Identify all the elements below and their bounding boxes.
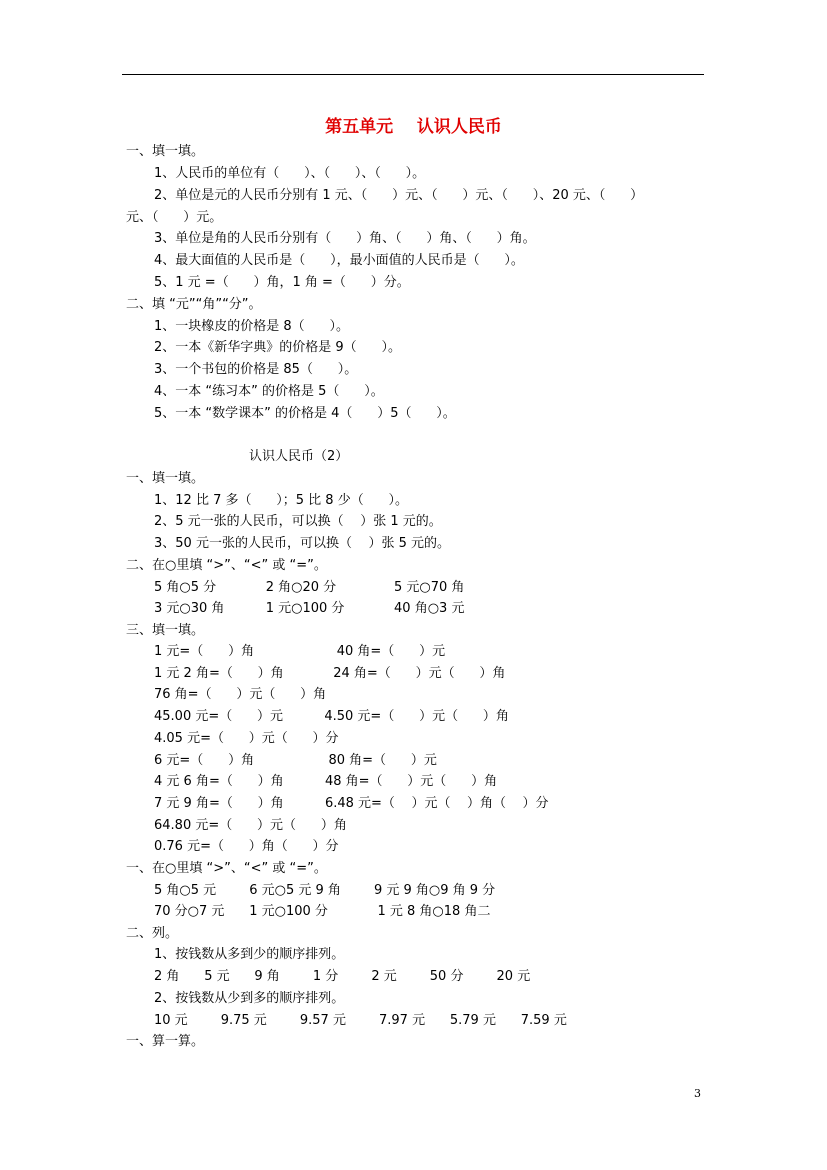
section-heading: 二、填 “元”“角”“分”。	[126, 297, 262, 312]
compare-line: 3 元○30 角 1 元○100 分 40 角○3 元	[154, 601, 465, 616]
question-line: 1、一块橡皮的价格是 8（ ）。	[154, 319, 349, 334]
question-line: 1、按钱数从多到少的顺序排列。	[154, 947, 345, 962]
question-line: 2、一本《新华字典》的价格是 9（ ）。	[154, 340, 401, 355]
question-line: 3、单位是角的人民币分别有（ ）角、（ ）角、（ ）角。	[154, 231, 536, 246]
header-rule	[122, 74, 704, 75]
subtitle: 认识人民币（2）	[249, 449, 349, 464]
section-heading: 二、列。	[126, 926, 179, 941]
question-line: 3、50 元一张的人民币，可以换（ ）张 5 元的。	[154, 536, 451, 551]
question-line: 4、一本 “练习本” 的价格是 5（ ）。	[154, 384, 384, 399]
fill-line: 64.80 元=（ ）元（ ）角	[154, 818, 347, 833]
fill-line: 4.05 元=（ ）元（ ）分	[154, 731, 339, 746]
section-heading: 一、填一填。	[126, 144, 205, 159]
question-line: 2、单位是元的人民币分别有 1 元、（ ）元、（ ）元、（ ）、20 元、（ ）	[154, 188, 644, 203]
page-number: 3	[694, 1087, 701, 1100]
question-line: 元、（ ）元。	[126, 210, 223, 225]
compare-line: 70 分○7 元 1 元○100 分 1 元 8 角○18 角二	[154, 904, 491, 919]
fill-line: 76 角=（ ）元（ ）角	[154, 687, 327, 702]
fill-line: 0.76 元=（ ）角（ ）分	[154, 839, 339, 854]
question-line: 1、人民币的单位有（ ）、（ ）、（ ）。	[154, 166, 426, 181]
question-line: 4、最大面值的人民币是（ ），最小面值的人民币是（ ）。	[154, 253, 524, 268]
compare-line: 5 角○5 分 2 角○20 分 5 元○70 角	[154, 580, 465, 595]
section-heading: 三、填一填。	[126, 623, 205, 638]
question-line: 2、5 元一张的人民币，可以换（ ）张 1 元的。	[154, 514, 442, 529]
section-heading: 一、算一算。	[126, 1034, 205, 1049]
fill-line: 45.00 元=（ ）元 4.50 元=（ ）元（ ）角	[154, 709, 509, 724]
section-heading: 一、在○里填 “>”、“<” 或 “=”。	[126, 861, 327, 876]
question-line: 5、1 元 =（ ）角，1 角 =（ ）分。	[154, 275, 410, 290]
question-line: 5、一本 “数学课本” 的价格是 4（ ）5（ ）。	[154, 406, 456, 421]
fill-line: 7 元 9 角=（ ）角 6.48 元=（ ）元（ ）角（ ）分	[154, 796, 549, 811]
page-title: 第五单元 认识人民币	[325, 117, 502, 137]
section-heading: 一、填一填。	[126, 471, 205, 486]
compare-line: 5 角○5 元 6 元○5 元 9 角 9 元 9 角○9 角 9 分	[154, 883, 496, 898]
fill-line: 6 元=（ ）角 80 角=（ ）元	[154, 753, 437, 768]
question-line: 3、一个书包的价格是 85（ ）。	[154, 362, 358, 377]
question-line: 2、按钱数从少到多的顺序排列。	[154, 991, 345, 1006]
question-line: 1、12 比 7 多（ ）；5 比 8 少（ ）。	[154, 493, 409, 508]
sort-values: 2 角 5 元 9 角 1 分 2 元 50 分 20 元	[154, 969, 531, 984]
fill-line: 4 元 6 角=（ ）角 48 角=（ ）元（ ）角	[154, 774, 498, 789]
sort-values: 10 元 9.75 元 9.57 元 7.97 元 5.79 元 7.59 元	[154, 1013, 567, 1028]
fill-line: 1 元=（ ）角 40 角=（ ）元	[154, 644, 446, 659]
section-heading: 二、在○里填 “>”、“<” 或 “=”。	[126, 558, 327, 573]
fill-line: 1 元 2 角=（ ）角 24 角=（ ）元（ ）角	[154, 666, 506, 681]
